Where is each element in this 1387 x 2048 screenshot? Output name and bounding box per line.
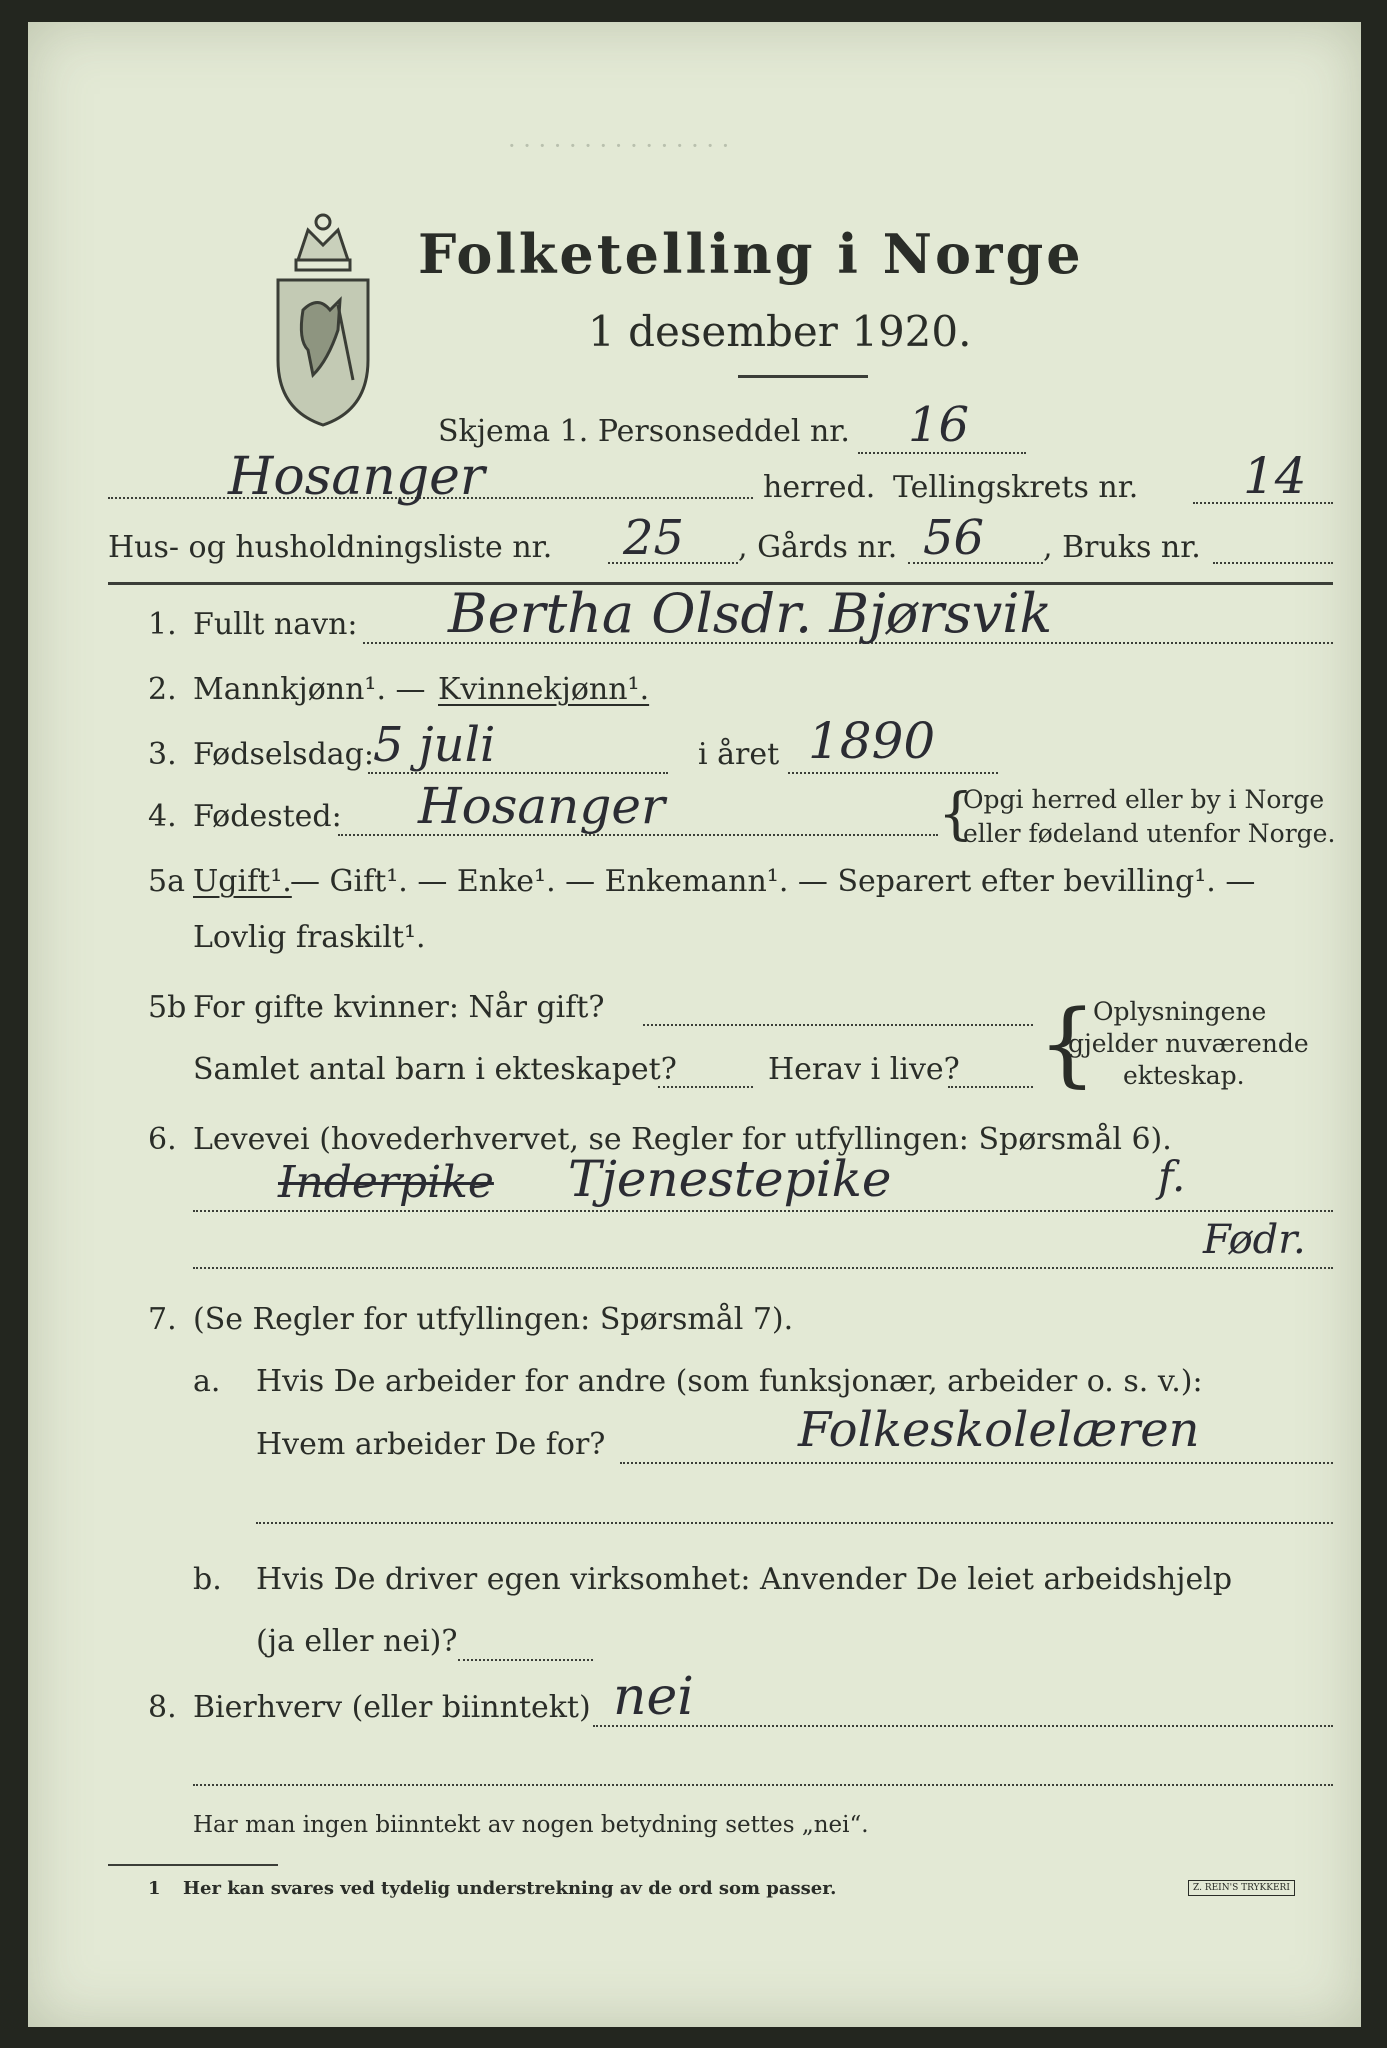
q8-number: 8. — [148, 1690, 177, 1725]
q5a-number: 5a — [148, 864, 185, 899]
female-option[interactable]: Kvinnekjønn¹. — [438, 672, 650, 707]
q7b-question: Hvis De driver egen virksomhet: Anvender De leiet arbeidshjelp — [256, 1562, 1233, 1597]
birthplace-value[interactable]: Hosanger — [418, 777, 665, 835]
printer-mark: Z. REIN'S TRYKKERI — [1188, 1880, 1295, 1896]
employer-line — [620, 1462, 1333, 1464]
occupation-line-2 — [193, 1267, 1333, 1269]
employer-line-2 — [256, 1522, 1333, 1524]
census-date: 1 desember 1920. — [588, 307, 972, 356]
married-date-line — [643, 1024, 1033, 1026]
q1-number: 1. — [148, 607, 177, 642]
household-label: Hus- og husholdningsliste nr. — [108, 530, 553, 565]
q7-number: 7. — [148, 1302, 177, 1337]
year-line — [788, 772, 998, 774]
hired-help-line — [458, 1659, 593, 1661]
hired-help-label: (ja eller nei)? — [256, 1624, 458, 1659]
household-value[interactable]: 25 — [623, 510, 685, 566]
q3-label: Fødselsdag: — [193, 737, 374, 772]
tellingskrets-label: Tellingskrets nr. — [893, 470, 1139, 505]
bleed-through-text: · · · · · · · · · · · · · · · — [508, 132, 730, 160]
struck-occupation: Inderpike — [278, 1157, 494, 1208]
birth-year-value[interactable]: 1890 — [808, 712, 936, 770]
children-label: Samlet antal barn i ekteskapet? — [193, 1052, 677, 1087]
q1-label: Fullt navn: — [193, 607, 358, 642]
q5b-note-line3: ekteskap. — [1123, 1061, 1245, 1090]
living-children-label: Herav i live? — [768, 1052, 960, 1087]
q8-label: Bierhverv (eller biinntekt) — [193, 1690, 591, 1725]
herred-value[interactable]: Hosanger — [228, 447, 485, 507]
q4-note-line1: Opgi herred eller by i Norge — [963, 785, 1325, 814]
occupation-line — [193, 1210, 1333, 1212]
occupation-value[interactable]: Tjenestepike — [568, 1150, 892, 1208]
side-income-line — [593, 1725, 1333, 1727]
q7-label: (Se Regler for utfyllingen: Spørsmål 7). — [193, 1302, 794, 1337]
employer-label: Hvem arbeider De for? — [256, 1427, 606, 1462]
year-label: i året — [698, 737, 780, 772]
schema-number[interactable]: 16 — [908, 397, 970, 453]
gards-value[interactable]: 56 — [923, 510, 985, 566]
married-date-label: For gifte kvinner: Når gift? — [193, 990, 605, 1025]
q6-label: Levevei (hovederhvervet, se Regler for utfyllingen: Spørsmål 6). — [193, 1122, 1172, 1157]
q3-number: 3. — [148, 737, 177, 772]
q5b-number: 5b — [148, 990, 187, 1025]
children-line — [658, 1086, 753, 1088]
bruks-line — [1213, 562, 1333, 564]
q7a-letter: a. — [193, 1364, 221, 1399]
census-form — [28, 22, 1361, 2027]
divorced-option[interactable]: Lovlig fraskilt¹. — [193, 920, 426, 955]
brace-q4: { — [938, 782, 974, 847]
q7b-letter: b. — [193, 1562, 222, 1597]
bruks-label: , Bruks nr. — [1043, 530, 1201, 565]
q4-number: 4. — [148, 799, 177, 834]
birthday-value[interactable]: 5 juli — [373, 717, 496, 773]
footnote-mark: 1 — [148, 1878, 161, 1899]
living-children-line — [948, 1086, 1033, 1088]
footnote-divider — [108, 1864, 278, 1866]
occupation-margin-note: f. — [1158, 1152, 1186, 1201]
q5b-note-line1: Oplysningene — [1093, 997, 1267, 1026]
brace-q5b: { — [1038, 990, 1097, 1097]
tellingskrets-value[interactable]: 14 — [1243, 447, 1307, 505]
q4-label: Fødested: — [193, 799, 342, 834]
employer-value[interactable]: Folkeskolelæren — [798, 1402, 1200, 1458]
form-title: Folketelling i Norge — [418, 222, 1084, 286]
side-income-line-2 — [193, 1784, 1333, 1786]
title-divider — [738, 375, 868, 378]
q4-note-line2: eller fødeland utenfor Norge. — [963, 819, 1336, 848]
occupation-margin-note-2: Fødr. — [1203, 1217, 1306, 1263]
male-option[interactable]: Mannkjønn¹. — — [193, 672, 426, 707]
schema-label: Skjema 1. Personseddel nr. — [438, 414, 850, 449]
q2-number: 2. — [148, 672, 177, 707]
side-income-value[interactable]: nei — [613, 1667, 694, 1727]
marital-options[interactable]: — Gift¹. — Enke¹. — Enkemann¹. — Separert efter bevilling¹. — — [290, 864, 1256, 899]
unmarried-option[interactable]: Ugift¹. — [193, 864, 292, 899]
footnote-text: Her kan svares ved tydelig understrekning av de ord som passer. — [183, 1878, 837, 1899]
q7a-question: Hvis De arbeider for andre (som funksjonær, arbeider o. s. v.): — [256, 1364, 1203, 1399]
footer-note: Har man ingen biinntekt av nogen betydning settes „nei“. — [193, 1812, 869, 1838]
gards-label: , Gårds nr. — [738, 530, 898, 565]
herred-label: herred. — [763, 470, 876, 505]
q5b-note-line2: gjelder nuværende — [1068, 1029, 1309, 1058]
q6-number: 6. — [148, 1122, 177, 1157]
full-name-value[interactable]: Bertha Olsdr. Bjørsvik — [448, 582, 1053, 645]
coat-of-arms-icon — [268, 210, 378, 430]
